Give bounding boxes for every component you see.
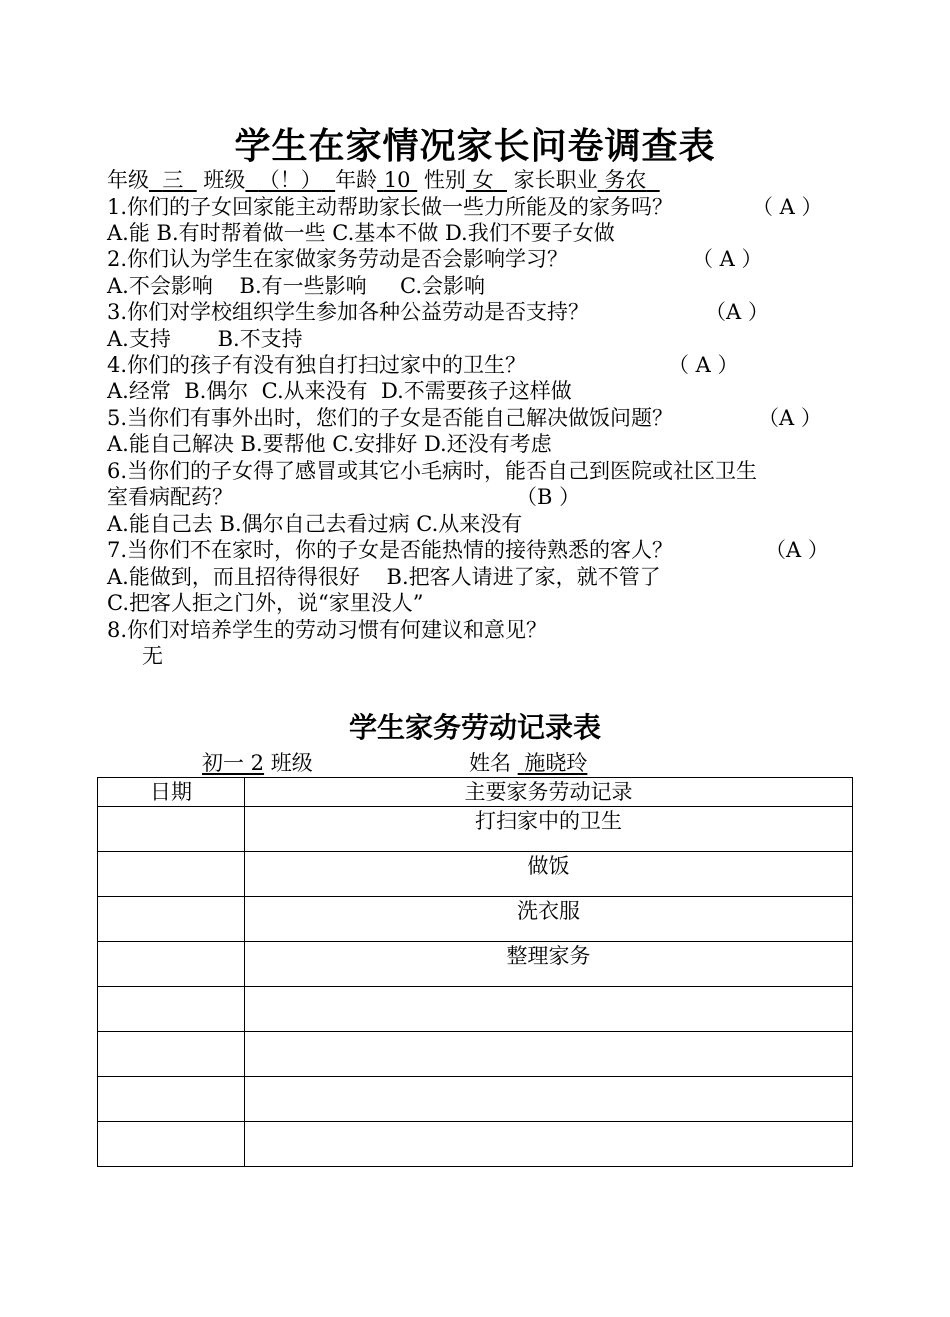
age-label: 年龄 bbox=[335, 168, 378, 192]
options-6: A.能自己去 B.偶尔自己去看过病 C.从来没有 bbox=[107, 512, 523, 536]
table-header-row bbox=[98, 778, 853, 807]
record-name-value: 施晓玲 bbox=[524, 751, 588, 775]
table-row bbox=[98, 1077, 853, 1122]
table-row bbox=[98, 1032, 853, 1077]
age-value: 10 bbox=[383, 168, 411, 192]
record-name bbox=[469, 750, 587, 776]
gender-value: 女 bbox=[472, 168, 494, 192]
question-1: 1.你们的子女回家能主动帮助家长做一些力所能及的家务吗？ bbox=[107, 195, 674, 219]
gender-label: 性别 bbox=[423, 168, 466, 192]
answer-6: （B ） bbox=[516, 485, 581, 509]
cell-date bbox=[98, 852, 245, 897]
cell-task: 打扫家中的卫生 bbox=[245, 807, 853, 852]
question-6-line-2: 室看病配药？ bbox=[107, 485, 233, 509]
cell-task: 整理家务 bbox=[245, 942, 853, 987]
record-class-label: 班级 bbox=[270, 751, 313, 775]
record-table bbox=[97, 777, 853, 1167]
job-label: 家长职业 bbox=[513, 168, 598, 192]
header-date: 日期 bbox=[98, 778, 245, 807]
cell-date bbox=[98, 897, 245, 942]
options-3: A.支持 B.不支持 bbox=[107, 327, 303, 351]
cell-task bbox=[245, 987, 853, 1032]
question-3: 3.你们对学校组织学生参加各种公益劳动是否支持？ bbox=[107, 300, 590, 324]
answer-4: （ A ） bbox=[668, 353, 739, 377]
answer-5: （A ） bbox=[758, 406, 822, 430]
cell-task: 做饭 bbox=[245, 852, 853, 897]
table-row bbox=[98, 1122, 853, 1167]
record-name-label: 姓名 bbox=[469, 751, 511, 775]
options-2: A.不会影响 B.有一些影响 C.会影响 bbox=[107, 274, 486, 298]
survey-info-line bbox=[107, 167, 660, 193]
cell-date bbox=[98, 987, 245, 1032]
question-7: 7.当你们不在家时，你的子女是否能热情的接待熟悉的客人？ bbox=[107, 538, 674, 562]
record-class bbox=[202, 750, 313, 776]
question-8: 8.你们对培养学生的劳动习惯有何建议和意见？ bbox=[107, 618, 548, 642]
cell-date bbox=[98, 807, 245, 852]
cell-date bbox=[98, 1032, 245, 1077]
table-row bbox=[98, 897, 853, 942]
grade-label: 年级 bbox=[107, 168, 149, 192]
grade-value: 三 bbox=[162, 168, 184, 192]
options-5: A.能自己解决 B.要帮他 C.安排好 D.还没有考虑 bbox=[107, 432, 552, 456]
question-6-line-1: 6.当你们的子女得了感冒或其它小毛病时，能否自己到医院或社区卫生 bbox=[107, 459, 758, 483]
record-class-value: 初一 2 bbox=[202, 751, 265, 775]
cell-date bbox=[98, 942, 245, 987]
question-2: 2.你们认为学生在家做家务劳动是否会影响学习？ bbox=[107, 247, 569, 271]
record-title: 学生家务劳动记录表 bbox=[348, 711, 601, 744]
question-5: 5.当你们有事外出时，您们的子女是否能自己解决做饭问题？ bbox=[107, 406, 674, 430]
table-row bbox=[98, 942, 853, 987]
cell-date bbox=[98, 1077, 245, 1122]
table-row bbox=[98, 807, 853, 852]
survey-title: 学生在家情况家长问卷调查表 bbox=[234, 126, 716, 167]
answer-7: （A ） bbox=[765, 538, 829, 562]
job-value: 务农 bbox=[604, 168, 647, 192]
answer-3: （A ） bbox=[705, 300, 769, 324]
cell-task bbox=[245, 1032, 853, 1077]
options-1: A.能 B.有时帮着做一些 C.基本不做 D.我们不要子女做 bbox=[107, 221, 615, 245]
answer-1: （ A ） bbox=[752, 195, 823, 219]
cell-date bbox=[98, 1122, 245, 1167]
question-4: 4.你们的孩子有没有独自打扫过家中的卫生？ bbox=[107, 353, 527, 377]
answer-2: （ A ） bbox=[692, 247, 763, 271]
header-task: 主要家务劳动记录 bbox=[245, 778, 853, 807]
cell-task bbox=[245, 1122, 853, 1167]
class-value: （！） bbox=[258, 168, 322, 192]
cell-task bbox=[245, 1077, 853, 1122]
class-label: 班级 bbox=[203, 168, 246, 192]
table-row bbox=[98, 987, 853, 1032]
answer-8: 无 bbox=[142, 644, 163, 668]
cell-task: 洗衣服 bbox=[245, 897, 853, 942]
options-7-line-1: A.能做到，而且招待得很好 B.把客人请进了家，就不管了 bbox=[107, 565, 661, 589]
options-4: A.经常 B.偶尔 C.从来没有 D.不需要孩子这样做 bbox=[107, 379, 572, 403]
table-row bbox=[98, 852, 853, 897]
options-7-line-2: C.把客人拒之门外，说“家里没人” bbox=[107, 591, 424, 615]
